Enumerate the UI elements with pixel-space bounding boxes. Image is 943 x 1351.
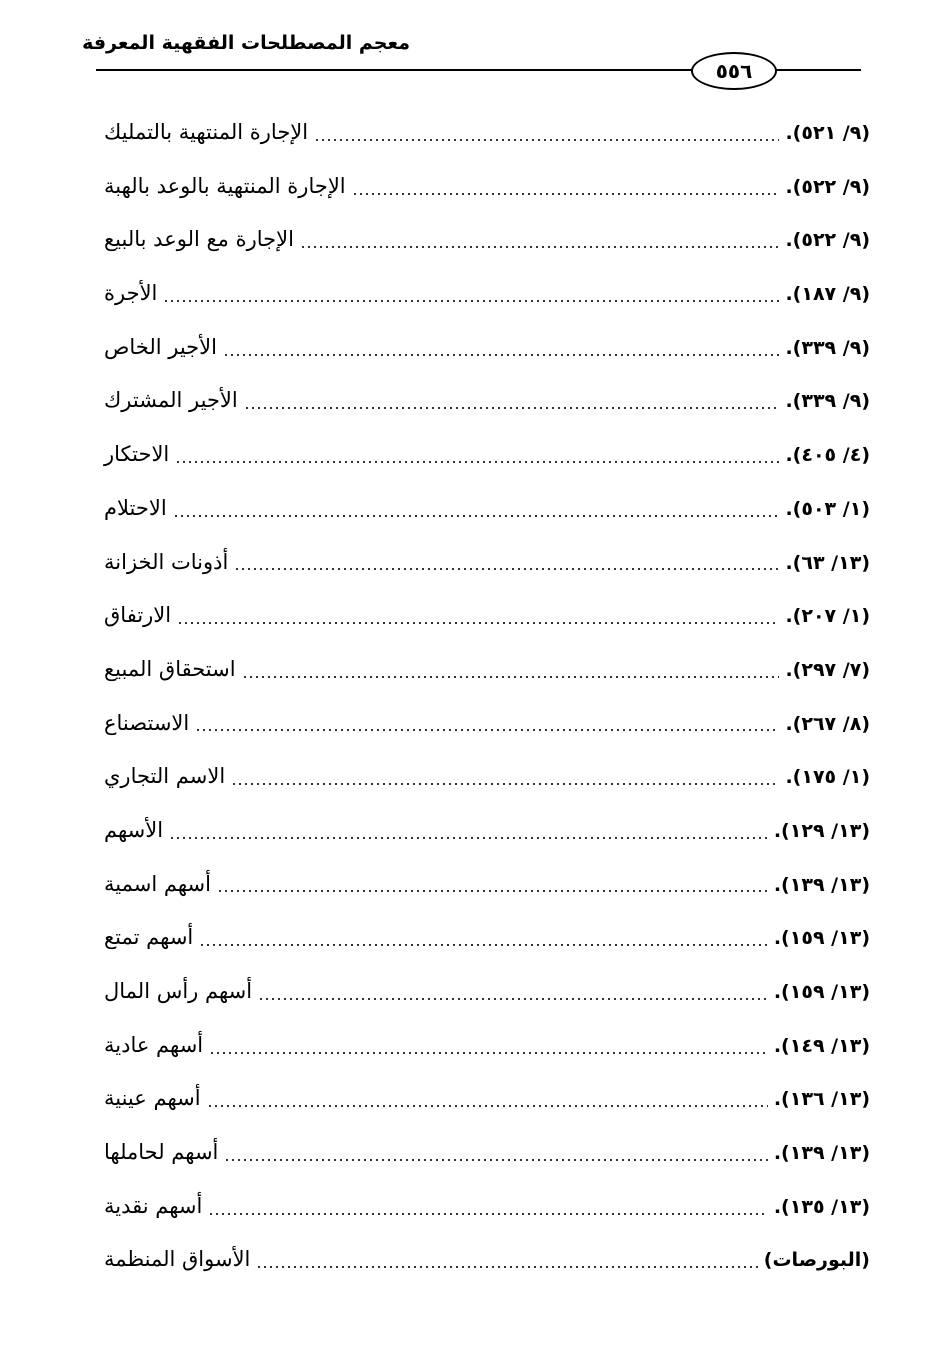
entry-term: الاحتكار xyxy=(104,442,170,467)
entry-term: الأجرة xyxy=(104,281,158,306)
page-number: ٥٥٦ xyxy=(691,52,777,90)
index-entry xyxy=(104,750,870,804)
dot-leader xyxy=(163,300,779,302)
entry-term: الإجارة المنتهية بالوعد بالهبة xyxy=(104,173,346,198)
entry-term: الاستصناع xyxy=(104,710,190,735)
index-entry xyxy=(104,858,870,912)
entry-reference: (١/ ٢٠٧). xyxy=(785,605,870,628)
index-entry xyxy=(104,1180,870,1234)
index-entry xyxy=(104,428,870,482)
entry-reference: (٧/ ٢٩٧). xyxy=(785,658,870,681)
index-entry xyxy=(104,697,870,751)
entry-reference: (١٣/ ١٤٩). xyxy=(773,1034,870,1057)
entry-term: أسهم عادية xyxy=(104,1032,204,1057)
page-header xyxy=(82,26,861,96)
dot-leader xyxy=(195,729,779,731)
entry-reference: (٩/ ٣٣٩). xyxy=(785,336,870,359)
index-entry xyxy=(104,1019,870,1073)
entry-reference: (١٣/ ١٣٦). xyxy=(773,1088,870,1111)
dot-leader xyxy=(199,944,768,946)
dot-leader xyxy=(175,461,779,463)
dot-leader xyxy=(300,246,780,248)
dot-leader xyxy=(244,407,780,409)
entry-reference: (١٣/ ١٣٩). xyxy=(773,873,870,896)
entry-reference: (البورصات) xyxy=(763,1249,870,1272)
index-entry xyxy=(104,1072,870,1126)
entry-reference: (١٣/ ١٣٩). xyxy=(773,1142,870,1165)
entry-reference: (٩/ ٥٢٢). xyxy=(785,175,870,198)
entry-term: الاسم التجاري xyxy=(104,764,226,789)
dot-leader xyxy=(207,1105,768,1107)
entry-term: الاحتلام xyxy=(104,495,167,520)
entry-reference: (٤/ ٤٠٥). xyxy=(785,444,870,467)
dot-leader xyxy=(208,1213,767,1215)
entry-reference: (١٣/ ١٥٩). xyxy=(773,981,870,1003)
index-entry xyxy=(104,643,870,697)
entry-reference: (١٣/ ١٣٥). xyxy=(773,1195,870,1218)
dot-leader xyxy=(177,622,779,624)
entry-reference: (١٣/ ١٥٩). xyxy=(773,927,870,950)
entry-term: أسهم تمتع xyxy=(104,925,194,950)
entry-reference: (١/ ٥٠٣). xyxy=(785,497,870,520)
index-entry xyxy=(104,106,870,160)
entry-term: أذونات الخزانة xyxy=(104,549,229,574)
index-entry xyxy=(104,1233,870,1287)
entry-reference: (٩/ ٥٢١). xyxy=(785,122,870,144)
dot-leader xyxy=(234,568,779,570)
book-title: معجم المصطلحات الفقهية المعرفة xyxy=(82,32,410,54)
index-entry xyxy=(104,965,870,1019)
index-entry xyxy=(104,160,870,214)
index-entry xyxy=(104,213,870,267)
entry-reference: (٨/ ٢٦٧). xyxy=(785,712,870,735)
dot-leader xyxy=(173,515,780,517)
entry-reference: (١٣/ ١٢٩). xyxy=(773,819,870,842)
dot-leader xyxy=(242,676,780,678)
entry-term: أسهم نقدية xyxy=(104,1193,203,1218)
entry-term: أسهم لحاملها xyxy=(104,1140,219,1165)
index-entry xyxy=(104,482,870,536)
dot-leader xyxy=(223,354,779,356)
dot-leader xyxy=(217,890,768,892)
entry-reference: (١٣/ ٦٣). xyxy=(785,551,870,574)
entry-term: أسهم عينية xyxy=(104,1086,201,1111)
entry-term: الإجارة المنتهية بالتمليك xyxy=(104,120,309,144)
index-entry xyxy=(104,536,870,590)
entry-term: الإجارة مع الوعد بالبيع xyxy=(104,227,294,252)
entry-term: الأسواق المنظمة xyxy=(104,1247,251,1272)
entry-term: الأسهم xyxy=(104,817,164,842)
entry-reference: (٩/ ٣٣٩). xyxy=(785,390,870,413)
index-entry xyxy=(104,911,870,965)
dot-leader xyxy=(256,1266,757,1268)
dot-leader xyxy=(231,783,779,785)
dot-leader xyxy=(352,193,780,195)
index-entry xyxy=(104,804,870,858)
index-entry xyxy=(104,589,870,643)
dot-leader xyxy=(169,837,768,839)
index-entry xyxy=(104,267,870,321)
dot-leader xyxy=(314,139,779,141)
index-entry xyxy=(104,321,870,375)
dot-leader xyxy=(258,998,768,1000)
entry-term: الأجير الخاص xyxy=(104,334,217,359)
index-entry xyxy=(104,1126,870,1180)
entry-term: أسهم اسمية xyxy=(104,871,211,896)
dot-leader xyxy=(224,1159,767,1161)
index-entries xyxy=(104,106,870,1287)
entry-term: الأجير المشترك xyxy=(104,388,238,413)
dot-leader xyxy=(209,1052,768,1054)
entry-term: أسهم رأس المال xyxy=(104,979,253,1003)
entry-term: الارتفاق xyxy=(104,603,172,628)
entry-reference: (٩/ ١٨٧). xyxy=(785,283,870,306)
entry-reference: (١/ ١٧٥). xyxy=(785,766,870,789)
entry-reference: (٩/ ٥٢٢). xyxy=(785,229,870,252)
index-entry xyxy=(104,374,870,428)
entry-term: استحقاق المبيع xyxy=(104,656,236,681)
